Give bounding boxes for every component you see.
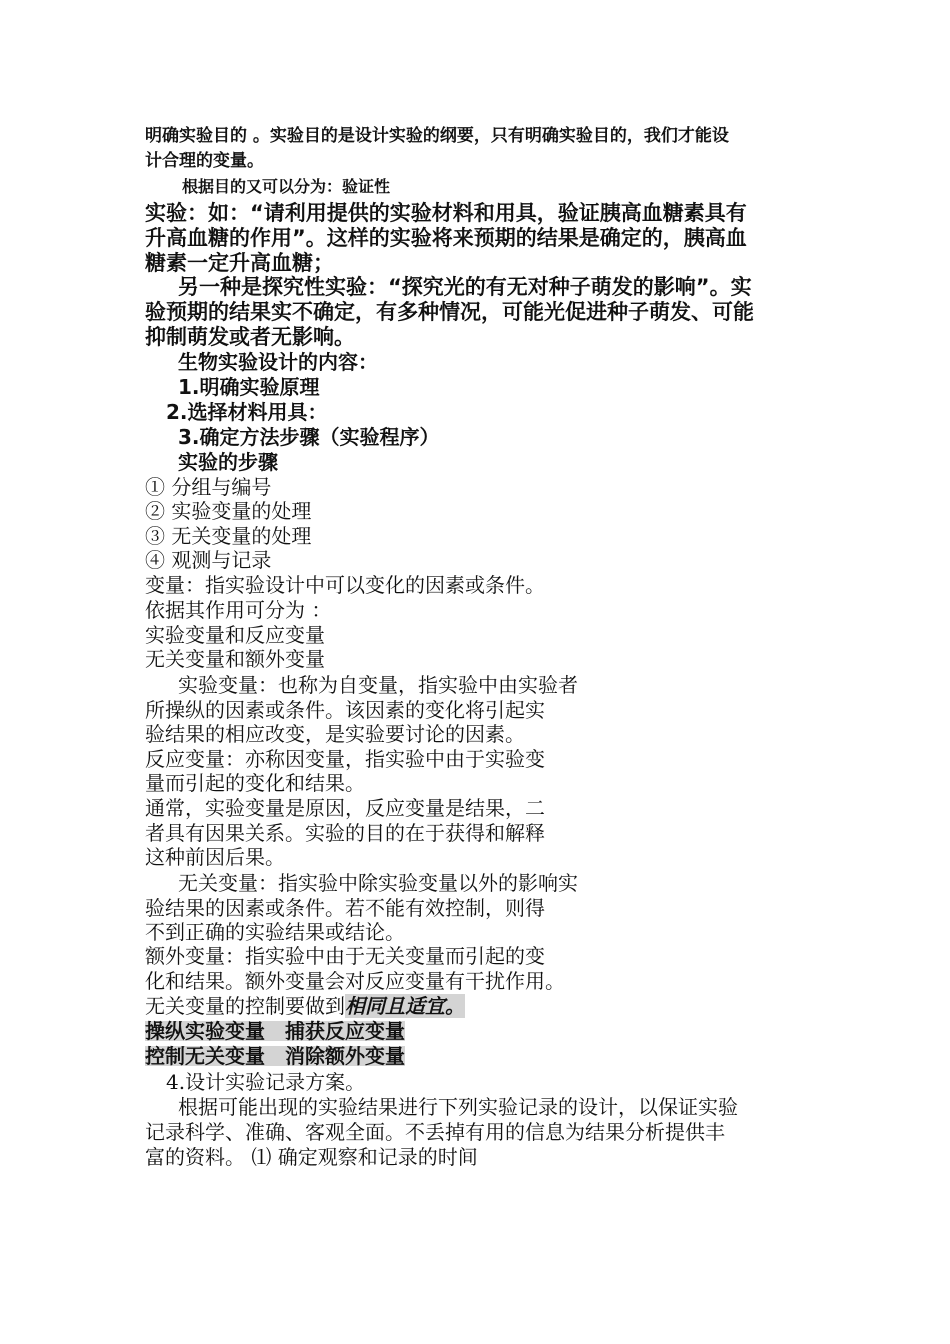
section-heading: 生物实验设计的内容：: [178, 350, 378, 374]
text-line: 无关变量和额外变量: [145, 647, 325, 671]
text-line: 验结果的因素或条件。若不能有效控制，则得: [145, 896, 545, 920]
text-line: 实验：如：“请利用提供的实验材料和用具，验证胰高血糖素具有: [145, 201, 747, 225]
text-line: 化和结果。额外变量会对反应变量有干扰作用。: [145, 969, 565, 993]
list-item: ① 分组与编号: [145, 475, 272, 499]
text-line: 另一种是探究性实验：“探究光的有无对种子萌发的影响”。实: [178, 275, 752, 299]
list-item: 1.明确实验原理: [178, 375, 320, 399]
highlighted-text: 操纵实验变量 捕获反应变量: [145, 1019, 405, 1043]
text-line: 量而引起的变化和结果。: [145, 771, 365, 795]
list-item: ③ 无关变量的处理: [145, 524, 312, 548]
text-line: 所操纵的因素或条件。该因素的变化将引起实: [145, 698, 545, 722]
text-line: 者具有因果关系。实验的目的在于获得和解释: [145, 821, 545, 845]
text-line: 反应变量：亦称因变量，指实验中由于实验变: [145, 747, 545, 771]
text-line: 这种前因后果。: [145, 845, 285, 869]
list-item: 2.选择材料用具：: [166, 400, 328, 424]
highlighted-text: 相同且适宜。: [345, 994, 465, 1018]
list-item: 3.确定方法步骤（实验程序）: [178, 425, 440, 449]
text-line: 变量：指实验设计中可以变化的因素或条件。: [145, 573, 545, 597]
text-line: 糖素一定升高血糖；: [145, 251, 334, 275]
text-line: [145, 996, 465, 1016]
text-line: 记录科学、准确、客观全面。不丢掉有用的信息为结果分析提供丰: [145, 1120, 725, 1144]
list-item: 4.设计实验记录方案。: [166, 1070, 366, 1094]
list-item: ② 实验变量的处理: [145, 499, 312, 523]
text-line: 依据其作用可分为 ：: [145, 598, 332, 622]
text-line: 实验变量：也称为自变量，指实验中由实验者: [178, 673, 578, 697]
text-line: 升高血糖的作用”。这样的实验将来预期的结果是确定的，胰高血: [145, 226, 747, 250]
section-heading: 实验的步骤: [178, 450, 278, 474]
text-line: 额外变量：指实验中由于无关变量而引起的变: [145, 944, 545, 968]
text-line: 验结果的相应改变，是实验要讨论的因素。: [145, 722, 525, 746]
list-item: ④ 观测与记录: [145, 548, 272, 572]
text-line: 明确实验目的 。实验目的是设计实验的纲要，只有明确实验目的，我们才能设: [145, 126, 729, 146]
text-line: 不到正确的实验结果或结论。: [145, 920, 405, 944]
text-line: 无关变量：指实验中除实验变量以外的影响实: [178, 871, 578, 895]
text-line: 验预期的结果实不确定，有多种情况，可能光促进种子萌发、可能: [145, 300, 754, 324]
text-line: 计合理的变量。: [145, 151, 264, 171]
text-line: 实验变量和反应变量: [145, 623, 325, 647]
text-line: 根据可能出现的实验结果进行下列实验记录的设计，以保证实验: [178, 1095, 738, 1119]
highlighted-text: 控制无关变量 消除额外变量: [145, 1044, 405, 1068]
text-span: 无关变量的控制要做到: [145, 994, 345, 1018]
text-line: 根据目的又可以分为：验证性: [182, 177, 391, 196]
text-line: 通常，实验变量是原因，反应变量是结果，二: [145, 796, 545, 820]
text-line: 抑制萌发或者无影响。: [145, 325, 355, 349]
text-line: 富的资料。 ⑴ 确定观察和记录的时间: [145, 1145, 478, 1169]
